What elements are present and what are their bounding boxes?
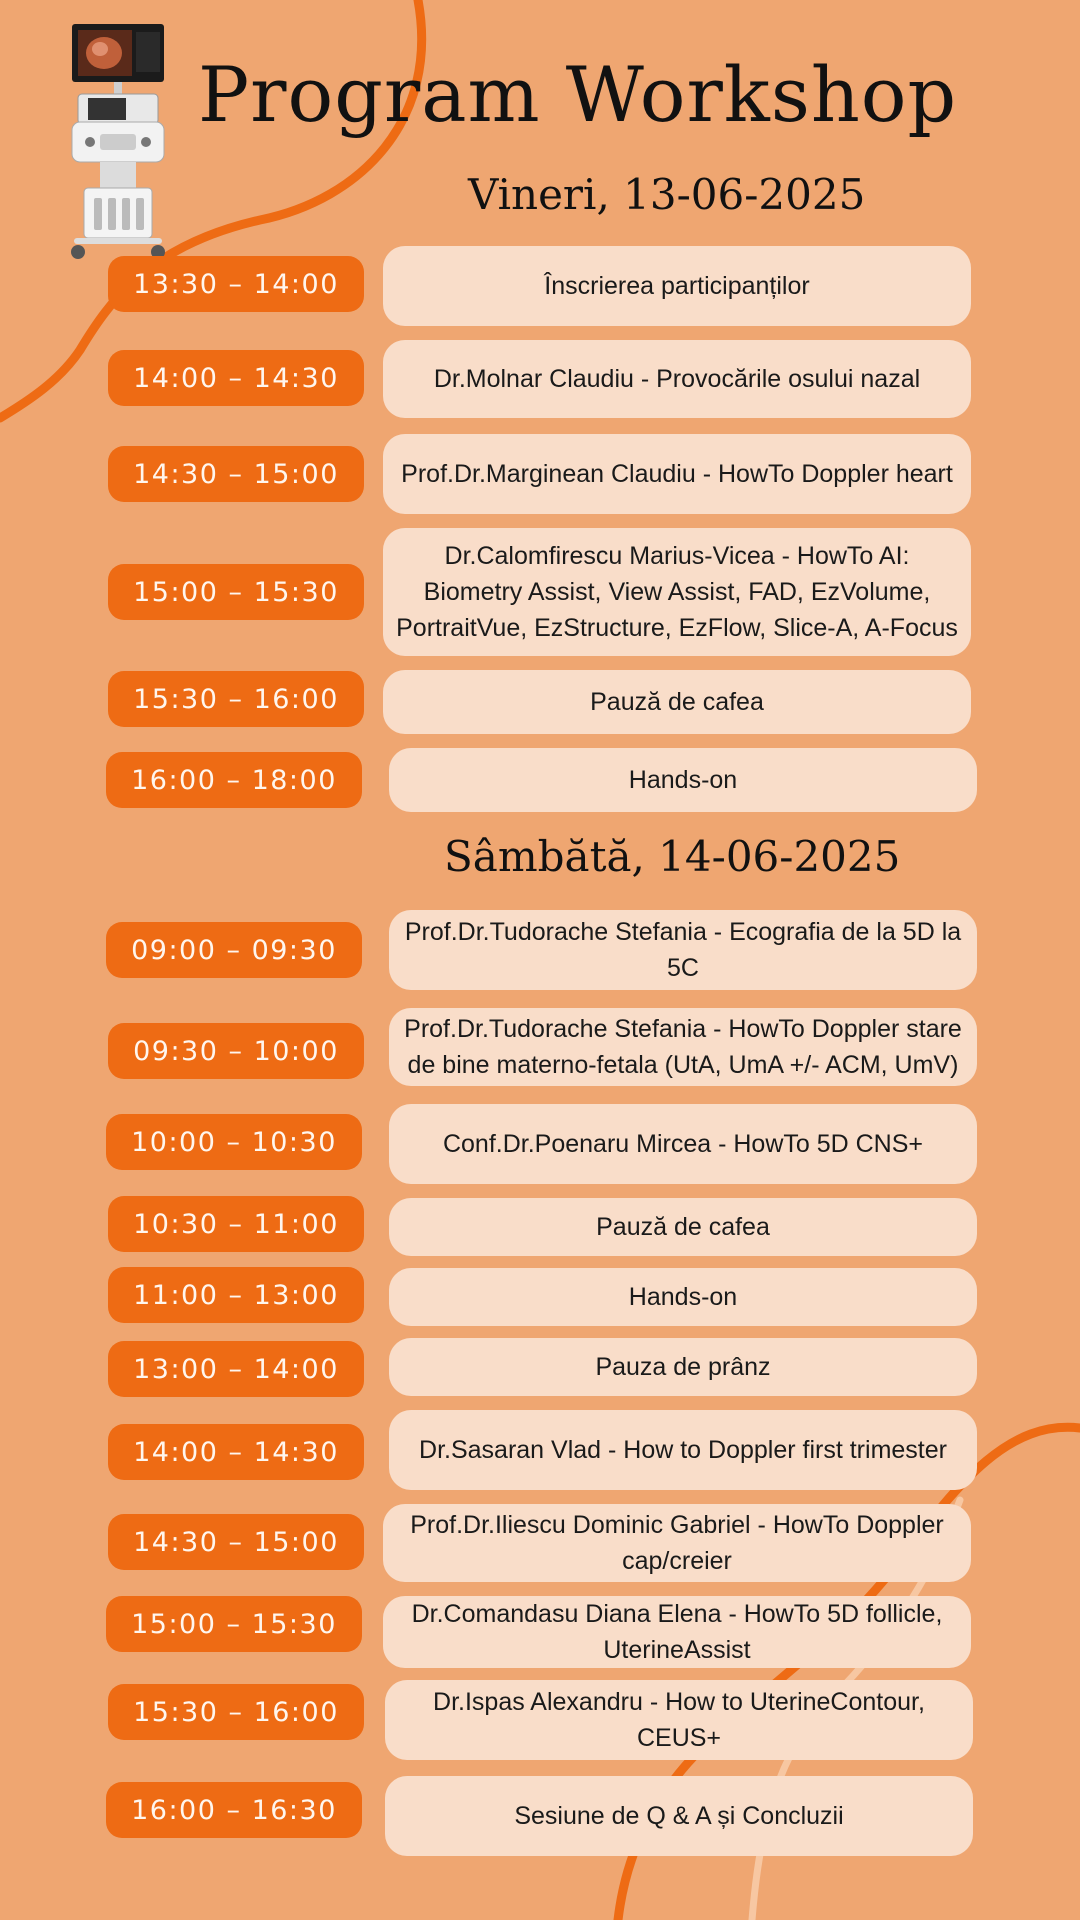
session-title: Prof.Dr.Iliescu Dominic Gabriel - HowTo Doppler cap/creier xyxy=(383,1504,971,1582)
session-time: 16:00 – 18:00 xyxy=(106,752,362,808)
session-title: Pauză de cafea xyxy=(389,1198,977,1256)
session-title: Hands-on xyxy=(389,748,977,812)
session-title: Prof.Dr.Tudorache Stefania - Ecografia de la 5D la 5C xyxy=(389,910,977,990)
day-heading-friday: Vineri, 13-06-2025 xyxy=(468,170,866,219)
session-title: Prof.Dr.Marginean Claudiu - HowTo Doppler heart xyxy=(383,434,971,514)
session-title: Pauza de prânz xyxy=(389,1338,977,1396)
session-time: 13:00 – 14:00 xyxy=(108,1341,364,1397)
session-title: Dr.Ispas Alexandru - How to UterineContour, CEUS+ xyxy=(385,1680,973,1760)
session-time: 14:30 – 15:00 xyxy=(108,1514,364,1570)
session-time: 15:30 – 16:00 xyxy=(108,671,364,727)
session-time: 14:30 – 15:00 xyxy=(108,446,364,502)
ultrasound-machine-icon xyxy=(70,22,166,260)
session-title: Pauză de cafea xyxy=(383,670,971,734)
session-time: 14:00 – 14:30 xyxy=(108,1424,364,1480)
session-time: 09:00 – 09:30 xyxy=(106,922,362,978)
session-title: Hands-on xyxy=(389,1268,977,1326)
session-title: Dr.Comandasu Diana Elena - HowTo 5D follicle, UterineAssist xyxy=(383,1596,971,1668)
session-time: 09:30 – 10:00 xyxy=(108,1023,364,1079)
session-time: 11:00 – 13:00 xyxy=(108,1267,364,1323)
session-title: Înscrierea participanților xyxy=(383,246,971,326)
session-time: 13:30 – 14:00 xyxy=(108,256,364,312)
session-title: Dr.Molnar Claudiu - Provocările osului nazal xyxy=(383,340,971,418)
session-time: 15:30 – 16:00 xyxy=(108,1684,364,1740)
session-title: Prof.Dr.Tudorache Stefania - HowTo Doppler stare de bine materno-fetala (UtA, UmA +/- ACM, UmV) xyxy=(389,1008,977,1086)
session-title: Dr.Calomfirescu Marius-Vicea - HowTo AI: Biometry Assist, View Assist, FAD, EzVolume, PortraitVue, EzStructure, EzFlow, Slice-A, A-Focus xyxy=(383,528,971,656)
page-title: Program Workshop xyxy=(198,50,958,139)
session-title: Conf.Dr.Poenaru Mircea - HowTo 5D CNS+ xyxy=(389,1104,977,1184)
day-heading-saturday: Sâmbătă, 14-06-2025 xyxy=(444,832,901,881)
session-title: Sesiune de Q & A și Concluzii xyxy=(385,1776,973,1856)
session-time: 16:00 – 16:30 xyxy=(106,1782,362,1838)
session-time: 10:30 – 11:00 xyxy=(108,1196,364,1252)
session-time: 10:00 – 10:30 xyxy=(106,1114,362,1170)
session-time: 14:00 – 14:30 xyxy=(108,350,364,406)
session-time: 15:00 – 15:30 xyxy=(106,1596,362,1652)
session-title: Dr.Sasaran Vlad - How to Doppler first trimester xyxy=(389,1410,977,1490)
session-time: 15:00 – 15:30 xyxy=(108,564,364,620)
